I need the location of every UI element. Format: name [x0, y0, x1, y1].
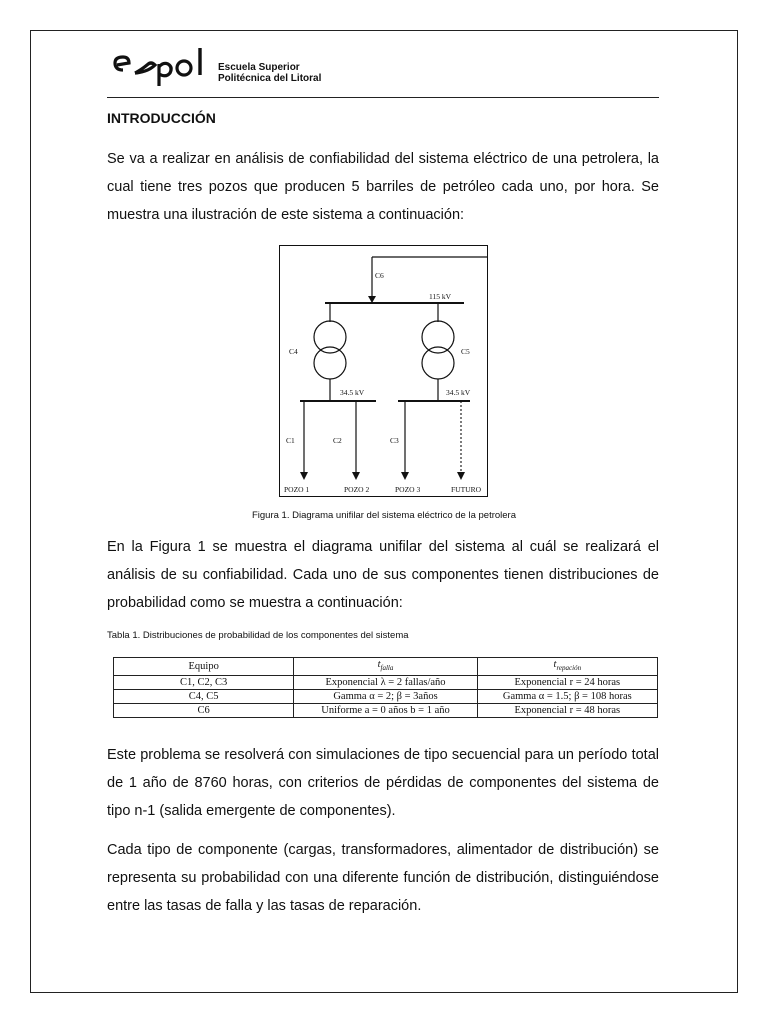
header-tfalla-symbol: t: [377, 659, 381, 670]
label-pozo1: POZO 1: [284, 485, 310, 494]
label-115kv: 115 kV: [429, 292, 452, 301]
cell-rep: Exponencial r = 48 horas: [477, 704, 657, 718]
label-futuro: FUTURO: [451, 485, 482, 494]
section-heading: INTRODUCCIÓN: [107, 110, 216, 126]
table-header-row: [114, 658, 658, 676]
table-row: [114, 704, 658, 718]
simulation-paragraph: Este problema se resolverá con simulaciones de tipo secuencial para un período total de 1 año de 8760 horas, con criterios de pérdidas de componentes del sistema de tipo n-1 (salida emergente de componentes).: [107, 747, 659, 819]
arrow-c3: [401, 472, 409, 480]
feeder-arrow: [368, 296, 376, 303]
label-c1: C1: [286, 436, 295, 445]
label-345kv-right: 34.5 kV: [446, 388, 471, 397]
header-trep: [477, 658, 657, 676]
cell-rep: Gamma α = 1.5; β = 108 horas: [477, 690, 657, 704]
header-trep-symbol: t: [553, 659, 557, 670]
institution-line-2: Politécnica del Litoral: [218, 73, 322, 84]
label-pozo3: POZO 3: [395, 485, 421, 494]
table-row: [114, 690, 658, 704]
header-tfalla-subscript: falla: [380, 664, 394, 673]
table-caption: Tabla 1. Distribuciones de probabilidad de los componentes del sistema: [107, 630, 409, 641]
label-c2: C2: [333, 436, 342, 445]
cell-falla: Gamma α = 2; β = 3años: [294, 690, 477, 704]
single-line-diagram: [279, 245, 488, 497]
label-c4: C4: [289, 347, 298, 356]
label-345kv-left: 34.5 kV: [340, 388, 365, 397]
cell-equipo: C1, C2, C3: [114, 676, 294, 690]
header-tfalla: [294, 658, 477, 676]
arrow-c2: [352, 472, 360, 480]
table-row: [114, 676, 658, 690]
cell-falla: Uniforme a = 0 años b = 1 año: [294, 704, 477, 718]
diagram-canvas: [280, 246, 489, 498]
header-equipo: Equipo: [114, 658, 294, 676]
intro-paragraph: Se va a realizar en análisis de confiabilidad del sistema eléctrico de una petrolera, la cual tiene tres pozos que producen 5 barriles de petróleo cada uno, por hora. Se muestra una ilustración de este sistema a continuación:: [107, 151, 659, 223]
transformer-c4-secondary: [314, 347, 346, 379]
institution-line-1: Escuela Superior: [218, 62, 300, 73]
label-c3: C3: [390, 436, 399, 445]
label-c5: C5: [461, 347, 470, 356]
header-divider: [107, 97, 659, 98]
arrow-c1: [300, 472, 308, 480]
label-pozo2: POZO 2: [344, 485, 370, 494]
cell-falla: Exponencial λ = 2 fallas/año: [294, 676, 477, 690]
transformer-c4-primary: [314, 321, 346, 353]
components-paragraph: Cada tipo de componente (cargas, transformadores, alimentador de distribución) se representa su probabilidad con una diferente función de distribución, distinguiéndose entre las tasas de falla y las tasas de reparación.: [107, 842, 659, 914]
cell-equipo: C4, C5: [114, 690, 294, 704]
cell-rep: Exponencial r = 24 horas: [477, 676, 657, 690]
figure-description-paragraph: En la Figura 1 se muestra el diagrama unifilar del sistema al cuál se realizará el análisis de su confiabilidad. Cada uno de sus componentes tienen distribuciones de probabilidad como se muestra a continuación:: [107, 539, 659, 611]
label-c6: C6: [375, 271, 384, 280]
institution-name: [218, 62, 321, 84]
transformer-c5-primary: [422, 321, 454, 353]
distribution-table: [113, 657, 658, 718]
transformer-c5-secondary: [422, 347, 454, 379]
espol-logo-icon: [113, 46, 213, 86]
arrow-futuro: [457, 472, 465, 480]
document-header: [107, 42, 659, 98]
figure-caption: Figura 1. Diagrama unifilar del sistema eléctrico de la petrolera: [251, 510, 516, 521]
cell-equipo: C6: [114, 704, 294, 718]
header-trep-subscript: repación: [556, 664, 582, 673]
espol-logo: [113, 46, 213, 95]
